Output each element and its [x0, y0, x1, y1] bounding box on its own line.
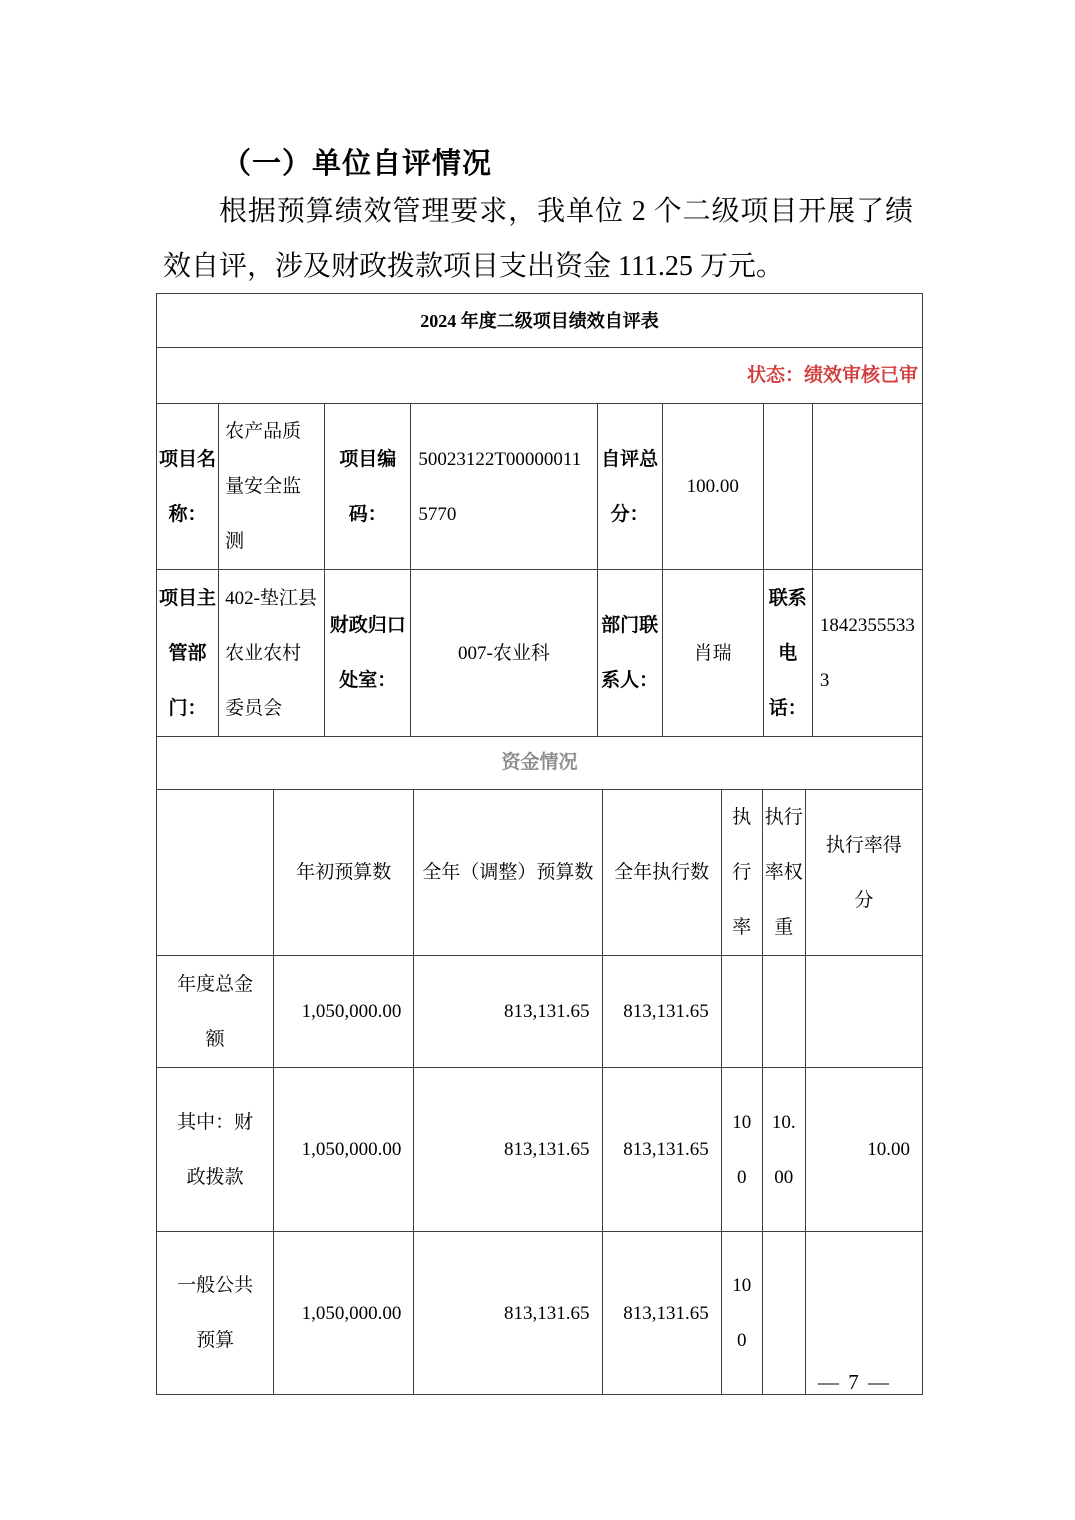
empty-cell [812, 404, 922, 570]
phone-value: 18423555333 [812, 570, 922, 737]
funding-section-title: 资金情况 [157, 737, 923, 790]
self-eval-table [156, 293, 923, 1395]
rate-weight-value: 10.00 [762, 1068, 805, 1232]
dept-label: 项目主管部门： [157, 570, 219, 737]
execution-rate-value: 100 [721, 1232, 762, 1395]
funding-header-weight: 执行率权重 [762, 790, 805, 956]
dept-value: 402-垫江县农业农村委员会 [219, 570, 325, 737]
contact-value: 肖瑞 [662, 570, 763, 737]
funding-header-score: 执行率得分 [805, 790, 922, 956]
project-code-label: 项目编码： [325, 404, 411, 570]
self-score-value: 100.00 [662, 404, 763, 570]
contact-label: 部门联系人： [597, 570, 662, 737]
table-title: 2024 年度二级项目绩效自评表 [157, 294, 923, 348]
rate-score-value [805, 956, 922, 1068]
funding-row-label: 其中：财政拨款 [157, 1068, 274, 1232]
project-name-label: 项目名称： [157, 404, 219, 570]
funding-table [156, 737, 923, 1395]
funding-header-executed: 全年执行数 [602, 790, 721, 956]
status-badge: 状态：绩效审核已审 [157, 348, 923, 404]
initial-budget-value: 1,050,000.00 [274, 1232, 414, 1395]
rate-score-value: 10.00 [805, 1068, 922, 1232]
execution-rate-value: 100 [721, 1068, 762, 1232]
funding-row-annual-total [157, 956, 923, 1068]
execution-rate-value [721, 956, 762, 1068]
intro-paragraph: 根据预算绩效管理要求，我单位 2 个二级项目开展了绩效自评，涉及财政拨款项目支出资金 111.25 万元。 [163, 196, 913, 282]
initial-budget-value: 1,050,000.00 [274, 1068, 414, 1232]
initial-budget-value: 1,050,000.00 [274, 956, 414, 1068]
funding-row-label: 年度总金额 [157, 956, 274, 1068]
project-code-value: 50023122T000000115770 [411, 404, 597, 570]
adjusted-budget-value: 813,131.65 [414, 1068, 602, 1232]
funding-row-general-public-budget [157, 1232, 923, 1395]
funding-header-initial: 年初预算数 [274, 790, 414, 956]
empty-cell [763, 404, 812, 570]
executed-value: 813,131.65 [602, 956, 721, 1068]
self-score-label: 自评总分： [597, 404, 662, 570]
project-name-value: 农产品质量安全监测 [219, 404, 325, 570]
finance-office-value: 007-农业科 [411, 570, 597, 737]
funding-header-rate: 执行率 [721, 790, 762, 956]
project-info-table [156, 293, 923, 737]
page-heading: （一）单位自评情况 [222, 148, 493, 180]
rate-weight-value [762, 1232, 805, 1395]
adjusted-budget-value: 813,131.65 [414, 956, 602, 1068]
phone-label: 联系电话： [763, 570, 812, 737]
funding-header-rowlabel [157, 790, 274, 956]
funding-row-fiscal-appropriation [157, 1068, 923, 1232]
rate-weight-value [762, 956, 805, 1068]
adjusted-budget-value: 813,131.65 [414, 1232, 602, 1395]
executed-value: 813,131.65 [602, 1068, 721, 1232]
funding-header-adjusted: 全年（调整）预算数 [414, 790, 602, 956]
page-number: — 7 — [818, 1370, 891, 1394]
finance-office-label: 财政归口处室： [325, 570, 411, 737]
executed-value: 813,131.65 [602, 1232, 721, 1395]
funding-row-label: 一般公共预算 [157, 1232, 274, 1395]
